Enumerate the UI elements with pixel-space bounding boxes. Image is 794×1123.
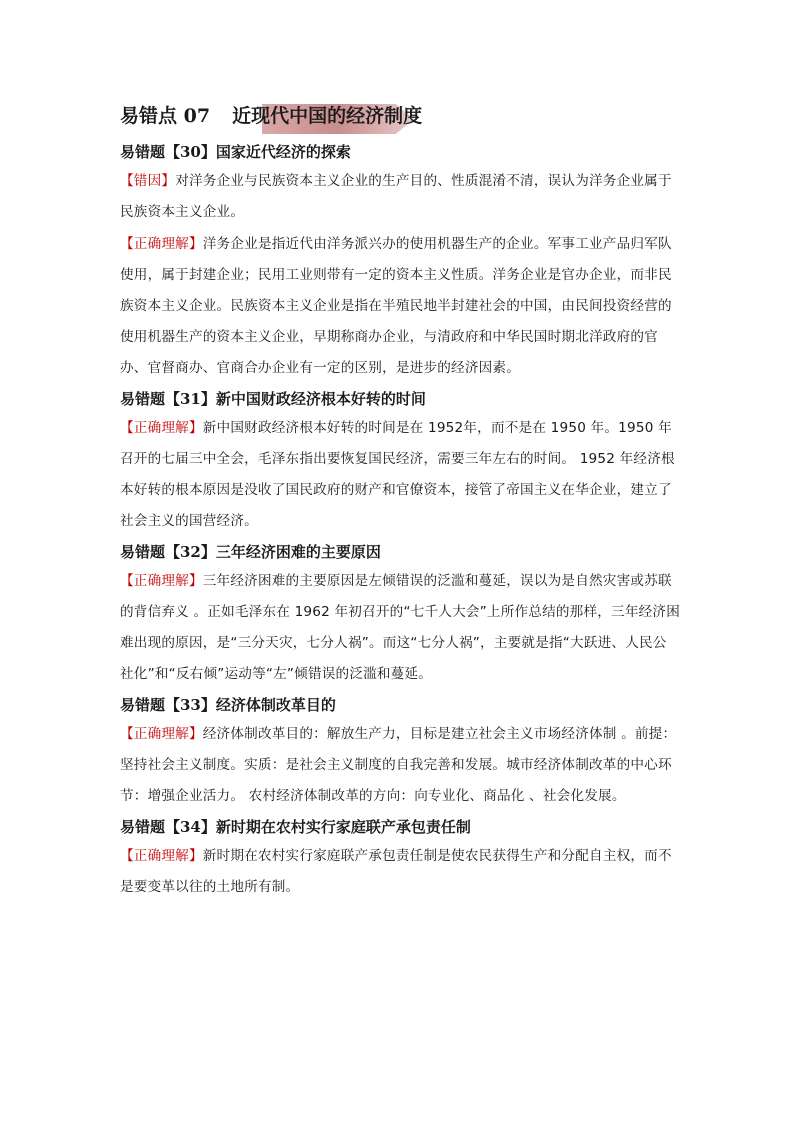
section-30 xyxy=(120,138,680,384)
document-page xyxy=(120,96,680,904)
label-tag: 【正确理解】 xyxy=(120,848,203,864)
title-prefix: 易错点 07 xyxy=(120,105,211,127)
paragraph-text: 新中国财政经济根本好转的时间是在 1952年，而不是在 1950 年。1950 年召开的七届三中全会，毛泽东指出要恢复国民经济，需要三年左右的时间。 1952 年经济根本好转的根本原因是没收了国民政府的财产和官僚资本，接管了帝国主义在华企业，建立了社会主义的国营经济。 xyxy=(120,420,675,529)
paragraph xyxy=(120,166,680,228)
section-heading: 易错题【33】经济体制改革目的 xyxy=(120,696,336,714)
paragraph-text: 新时期在农村实行家庭联产承包责任制是使农民获得生产和分配自主权，而不是要变革以往的土地所有制。 xyxy=(120,848,672,895)
label-tag: 【正确理解】 xyxy=(120,573,203,589)
paragraph-text: 对洋务企业与民族资本主义企业的生产目的、性质混淆不清，误认为洋务企业属于民族资本主义企业。 xyxy=(120,173,672,220)
section-heading: 易错题【31】新中国财政经济根本好转的时间 xyxy=(120,390,426,408)
paragraph xyxy=(120,413,680,537)
label-tag: 【正确理解】 xyxy=(120,420,203,436)
section-heading: 易错题【30】国家近代经济的探索 xyxy=(120,143,351,161)
label-tag: 【正确理解】 xyxy=(120,726,203,742)
paragraph-text: 洋务企业是指近代由洋务派兴办的使用机器生产的企业。军事工业产品归军队使用，属于封建企业；民用工业则带有一定的资本主义性质。洋务企业是官办企业，而非民族资本主义企业。民族资本主义企业是指在半殖民地半封建社会的中国，由民间投资经营的使用机器生产的资本主义企业，早期称商办企业，与清政府和中华民国时期北洋政府的官办、官督商办、官商合办企业有一定的区别，是进步的经济因素。 xyxy=(120,236,672,376)
paragraph-text: 经济体制改革目的：解放生产力，目标是建立社会主义市场经济体制 。前提：坚持社会主义制度。实质：是社会主义制度的自我完善和发展。城市经济体制改革的中心环节：增强企业活力。 农村经济体制改革的方向：向专业化、商品化 、社会化发展。 xyxy=(120,726,677,804)
section-31 xyxy=(120,385,680,537)
section-34 xyxy=(120,813,680,903)
section-heading: 易错题【34】新时期在农村实行家庭联产承包责任制 xyxy=(120,818,471,836)
page-title xyxy=(120,96,680,136)
section-33 xyxy=(120,691,680,812)
paragraph xyxy=(120,229,680,384)
title-main: 近现代中国的经济制度 xyxy=(232,105,423,127)
paragraph xyxy=(120,841,680,903)
paragraph xyxy=(120,719,680,812)
paragraph-text: 三年经济困难的主要原因是左倾错误的泛滥和蔓延，误以为是自然灾害或苏联的背信弃义 。正如毛泽东在 1962 年初召开的“七千人大会”上所作总结的那样，三年经济困难出现的原因，是“三分天灾，七分人祸”。而这“七分人祸”，主要就是指“大跃进、人民公社化”和“反右倾”运动等“左”倾错误的泛滥和蔓延。 xyxy=(120,573,681,682)
section-32 xyxy=(120,538,680,690)
section-heading: 易错题【32】三年经济困难的主要原因 xyxy=(120,543,381,561)
label-tag: 【正确理解】 xyxy=(120,236,203,252)
paragraph xyxy=(120,566,680,690)
label-tag: 【错因】 xyxy=(120,173,176,189)
